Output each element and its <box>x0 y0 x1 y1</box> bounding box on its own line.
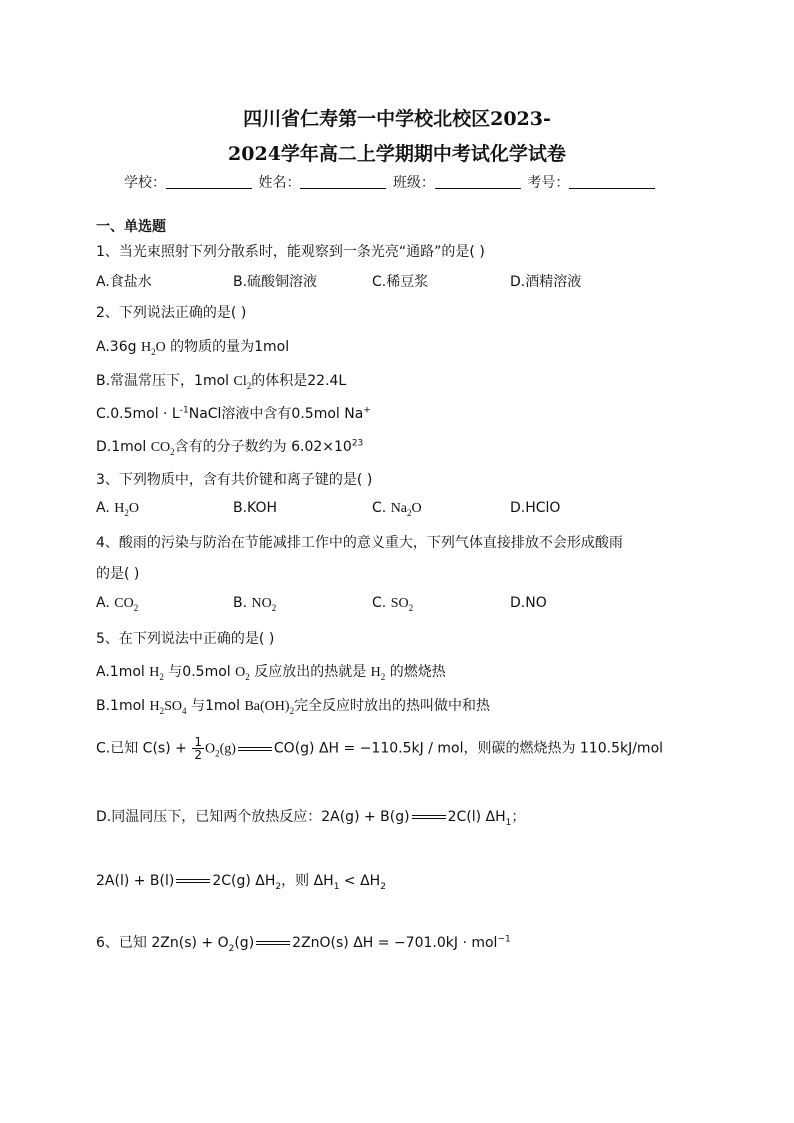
exam-number-label: 考号： <box>527 175 570 191</box>
question-4-stem-line2: 的是( ) <box>96 566 140 582</box>
question-1-stem: 1、当光束照射下列分散系时，能观察到一条光亮“通路”的是( ) <box>96 244 485 260</box>
question-3-option-b: B.KOH <box>233 500 278 516</box>
question-2-stem: 2、下列说法正确的是( ) <box>96 305 247 321</box>
class-blank[interactable] <box>435 174 521 189</box>
reaction-equals-sign <box>238 747 272 751</box>
question-2-option-b: B.常温常压下，1mol $Cl_2$的体积是22.4L <box>96 373 347 391</box>
question-3-option-d: D.HClO <box>510 500 561 516</box>
question-4-stem-line1: 4、酸雨的污染与防治在节能减排工作中的意义重大，下列气体直接排放不会形成酸雨 <box>96 535 623 551</box>
question-6-stem: 6、已知 $2Zn(s) + O_2(g)$ 2ZnO(s) ΔH = −701.0kJ · mol$^{-1}$ <box>96 934 511 954</box>
reaction-equals-sign <box>176 879 210 883</box>
question-4-option-a: A. $CO_2$ <box>96 595 139 613</box>
question-1-option-b: B.硫酸铜溶液 <box>233 274 318 290</box>
question-5-option-c: C.已知 C(s) + $\frac{1}{2}$ $O_2(g)$ CO(g) ΔH = −110.5kJ / mol，则碳的燃烧热为 110.5kJ/mol <box>96 735 664 762</box>
exam-title-line1: 四川省仁寿第一中学校北校区2023- <box>243 108 551 130</box>
section-heading: 一、单选题 <box>96 219 166 235</box>
student-info-row <box>124 172 657 192</box>
question-4-option-c: C. $SO_2$ <box>372 595 414 613</box>
question-3-stem: 3、下列物质中，含有共价键和离子键的是( ) <box>96 472 373 488</box>
question-2-option-c: $C.0.5mol \cdot L^{-1}NaCl$溶液中含有0.5mol Na+ <box>96 405 371 422</box>
question-5-option-a: A.1mol $H_2$ 与0.5mol $O_2$ 反应放出的热就是 $H_2$ 的燃烧热 <box>96 664 446 682</box>
question-1-option-c: C.稀豆浆 <box>372 274 429 290</box>
question-1-option-d: D.酒精溶液 <box>510 274 582 290</box>
question-4-option-b: B. $NO_2$ <box>233 595 277 613</box>
question-5-option-d-line2: 2A(l) + B(l) 2C(g) $\Delta H_2$，则 $\Delta H_1 < \Delta H_2$ <box>96 873 386 892</box>
question-1-option-a: A.食盐水 <box>96 274 152 290</box>
question-5-option-b: B.1mol $H_2SO_4$ 与1mol $Ba(OH)_2$完全反应时放出的热叫做中和热 <box>96 698 491 716</box>
school-label: 学校： <box>124 175 166 191</box>
question-5-stem: 5、在下列说法中正确的是( ) <box>96 631 275 647</box>
name-label: 姓名： <box>258 175 301 191</box>
question-5-option-d: D.同温同压下，已知两个放热反应：2A(g) + B(g) 2C(l) $\Delta H_1$； <box>96 809 526 828</box>
name-blank[interactable] <box>300 174 386 189</box>
exam-number-blank[interactable] <box>569 174 655 189</box>
question-2-option-a: A.36g $H_2O$ 的物质的量为1mol <box>96 339 290 357</box>
reaction-equals-sign <box>412 815 446 819</box>
school-blank[interactable] <box>166 174 252 189</box>
question-3-option-a: A. $H_2O$ <box>96 500 139 518</box>
reaction-equals-sign <box>256 941 290 945</box>
class-label: 班级： <box>392 175 435 191</box>
question-3-option-c: C. $Na_2O$ <box>372 500 422 518</box>
question-2-option-d: D.1mol $CO_2$含有的分子数约为 $6.02\times 10^{23}$ <box>96 438 364 457</box>
fraction-one-half: $\frac{1}{2}$ <box>194 735 202 762</box>
exam-title-line2: 2024学年高二上学期期中考试化学试卷 <box>228 143 566 165</box>
question-4-option-d: D.NO <box>510 595 547 611</box>
